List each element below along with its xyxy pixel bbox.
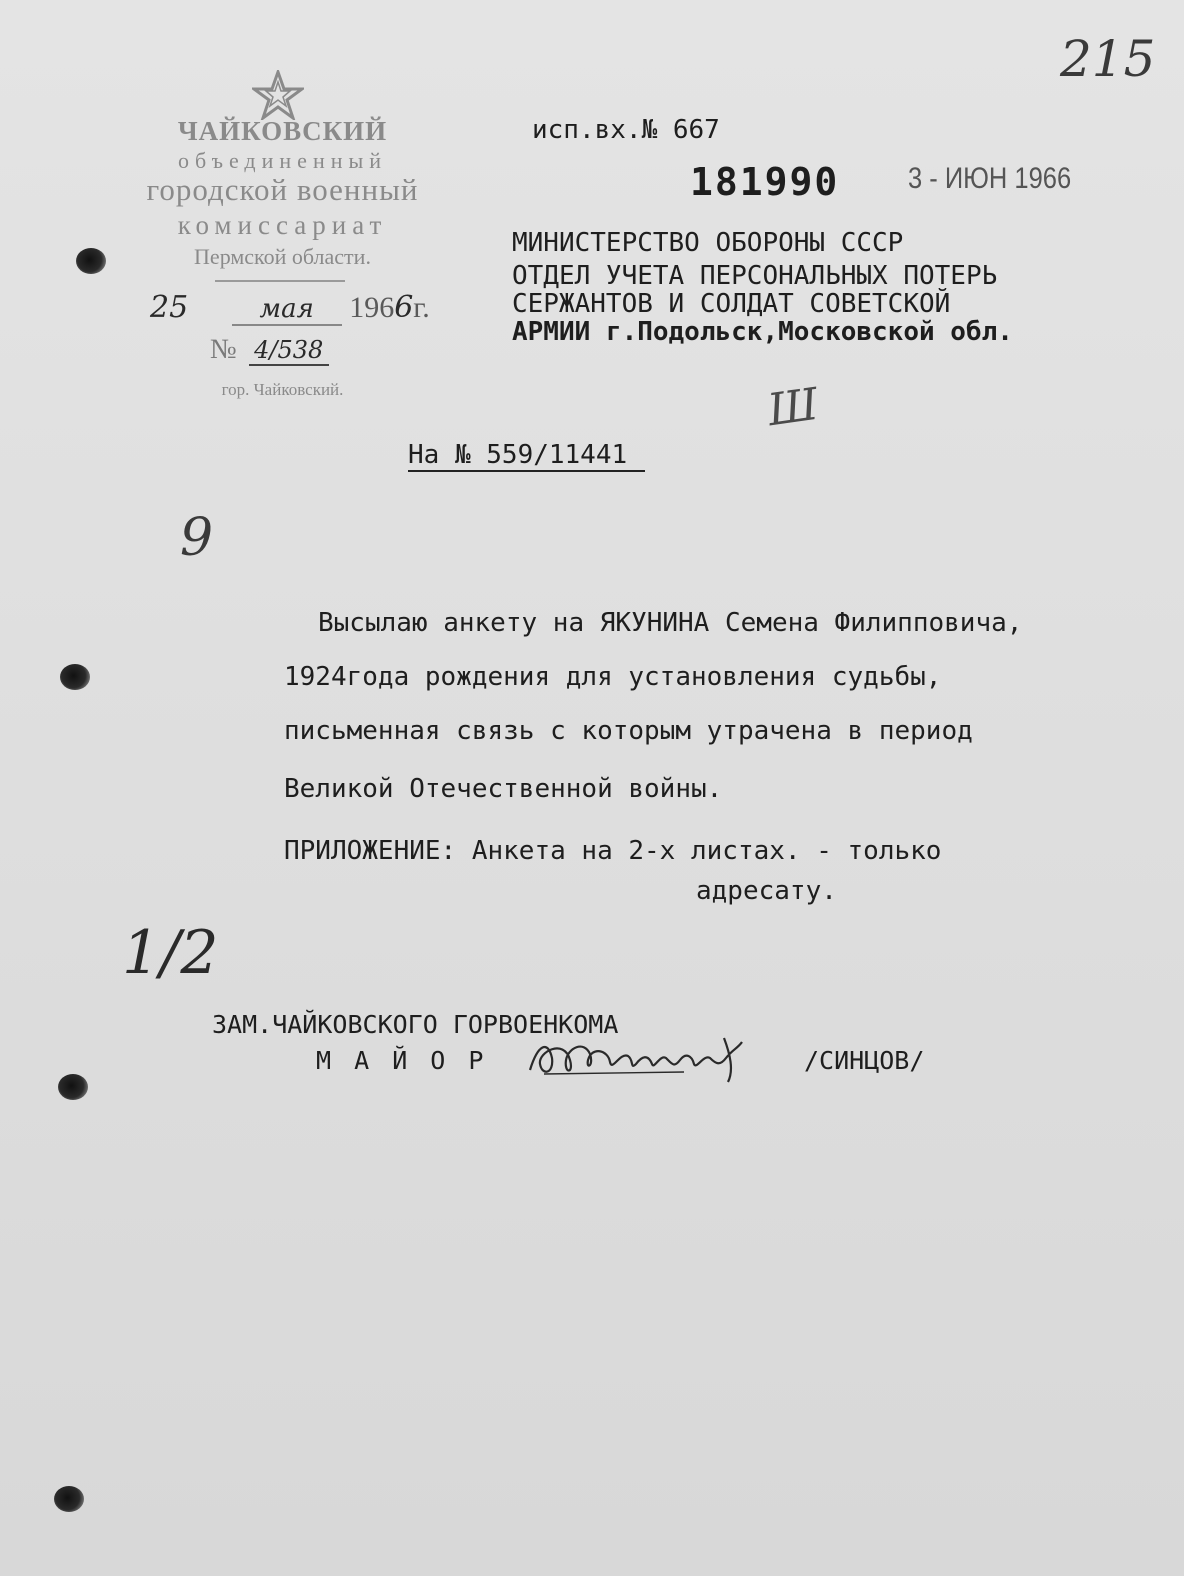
handwritten-fraction: 1/2: [122, 918, 219, 988]
stamp-org-kind: комиссариат: [177, 210, 388, 240]
stamp-org-subtype: городской военный: [146, 172, 419, 207]
body-line-2: 1924года рождения для установления судьбы,: [284, 662, 942, 692]
stamp-region: Пермской области.: [194, 244, 371, 269]
stamp-org-type: объединенный: [177, 148, 388, 173]
recipient-line-1: МИНИСТЕРСТВО ОБОРОНЫ СССР: [512, 228, 904, 258]
date-month: мая: [232, 294, 342, 326]
body-line-1: Высылаю анкету на ЯКУНИНА Семена Филипповича,: [318, 608, 1023, 638]
attachment-line-2: адресату.: [696, 876, 837, 906]
date-year-hand: 6: [394, 290, 414, 325]
stamp-city: гор. Чайковский.: [221, 380, 344, 399]
signatory-title: ЗАМ.ЧАЙКОВСКОГО ГОРВОЕНКОМА: [212, 1010, 619, 1039]
archive-page-number: 215: [1060, 30, 1156, 88]
handwritten-initial: Ш: [764, 378, 822, 437]
reference-number: На № 559/11441: [408, 440, 645, 472]
number-label: №: [210, 334, 237, 365]
punch-hole: [54, 1486, 84, 1512]
signatory-name: /СИНЦОВ/: [804, 1046, 925, 1075]
recipient-line-4: АРМИИ г.Подольск,Московской обл.: [512, 317, 1013, 347]
punch-hole: [58, 1074, 88, 1100]
stamp-org-name: ЧАЙКОВСКИЙ: [177, 116, 388, 146]
stamp-outgoing-number: [210, 334, 329, 366]
registration-number: 181990: [690, 160, 840, 204]
recipient-line-3: СЕРЖАНТОВ И СОЛДАТ СОВЕТСКОЙ: [512, 289, 951, 319]
attachment-line-1: ПРИЛОЖЕНИЕ: Анкета на 2-х листах. - только: [284, 836, 942, 866]
signatory-rank: М А Й О Р: [316, 1046, 488, 1075]
punch-hole: [76, 248, 106, 274]
recipient-line-2: ОТДЕЛ УЧЕТА ПЕРСОНАЛЬНЫХ ПОТЕРЬ: [512, 261, 998, 291]
stamp-date: [150, 290, 430, 326]
body-line-3: письменная связь с которым утрачена в период: [284, 716, 973, 746]
star-icon: [252, 70, 304, 120]
date-day: 25: [150, 290, 189, 325]
incoming-label: исп.вх.№ 667: [532, 115, 720, 145]
handwritten-margin-mark: 9: [180, 508, 214, 568]
body-line-4: Великой Отечественной войны.: [284, 774, 723, 804]
number-value: 4/538: [249, 336, 329, 366]
date-year-prefix: 196: [349, 291, 395, 324]
punch-hole: [60, 664, 90, 690]
handwritten-signature: [524, 1030, 756, 1086]
date-suffix: г.: [413, 291, 430, 324]
received-date-stamp: 3 - ИЮН 1966: [908, 162, 1072, 195]
stamp-rule: [215, 280, 345, 282]
